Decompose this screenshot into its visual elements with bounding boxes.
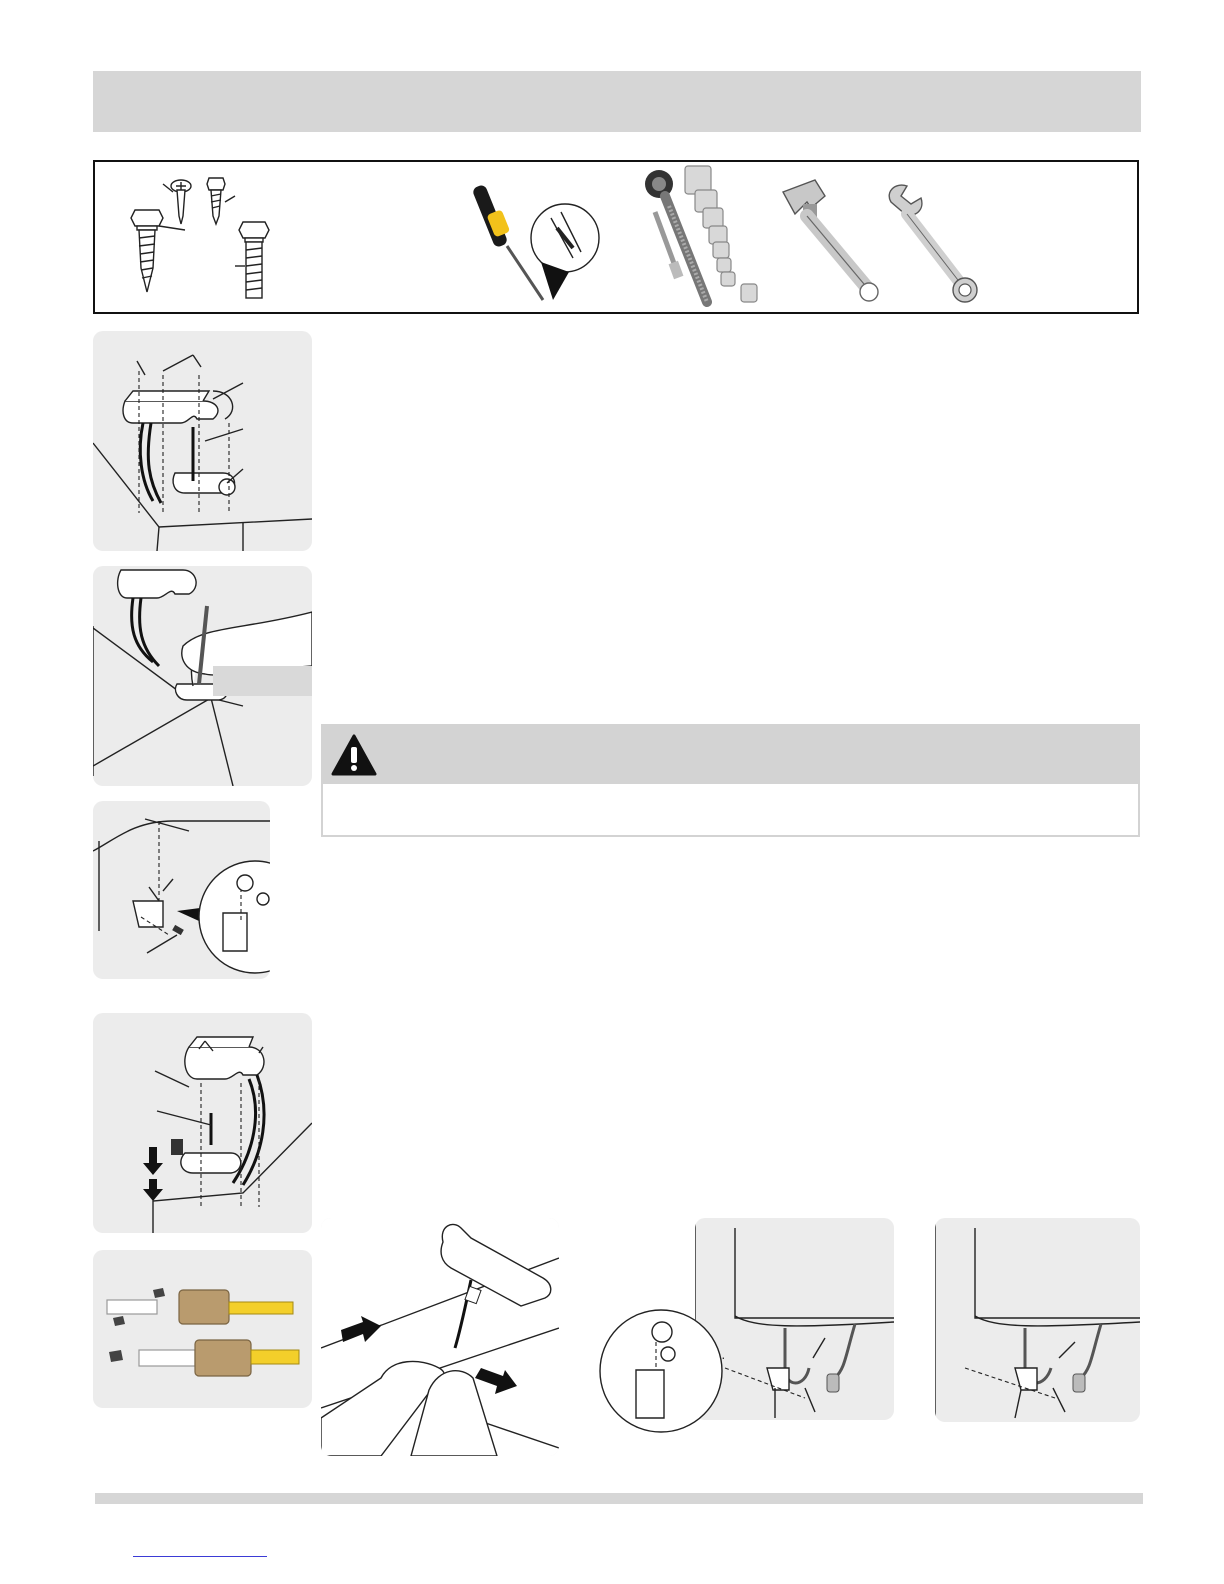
phillips-screwdriver-icon: [472, 184, 599, 300]
quick-connect-illustration: [93, 1250, 312, 1408]
gas-connection-illustration: [935, 1218, 1140, 1422]
warning-header: [321, 724, 1140, 784]
tools-illustration: [95, 162, 1137, 312]
screws-icon: [131, 178, 269, 298]
header-bar: [93, 71, 1141, 132]
step-2-illustration: [93, 566, 312, 786]
disconnect-harness-illustration: [321, 1218, 559, 1456]
adjustable-wrench-icon: [783, 180, 878, 301]
footer-bar: [95, 1493, 1143, 1504]
step-4-illustration: [93, 1013, 312, 1233]
footer-link-underline[interactable]: [133, 1556, 267, 1557]
step-1-illustration: [93, 331, 312, 551]
step-3-illustration: [93, 801, 270, 979]
gas-bracket-illustration: [695, 1218, 894, 1420]
open-end-wrench-icon: [889, 185, 977, 302]
socket-wrench-set-icon: [645, 166, 757, 302]
warning-icon: [331, 734, 377, 776]
gas-bracket-detail: [598, 1308, 724, 1434]
warning-body: [321, 784, 1140, 837]
tools-box: [93, 160, 1139, 314]
